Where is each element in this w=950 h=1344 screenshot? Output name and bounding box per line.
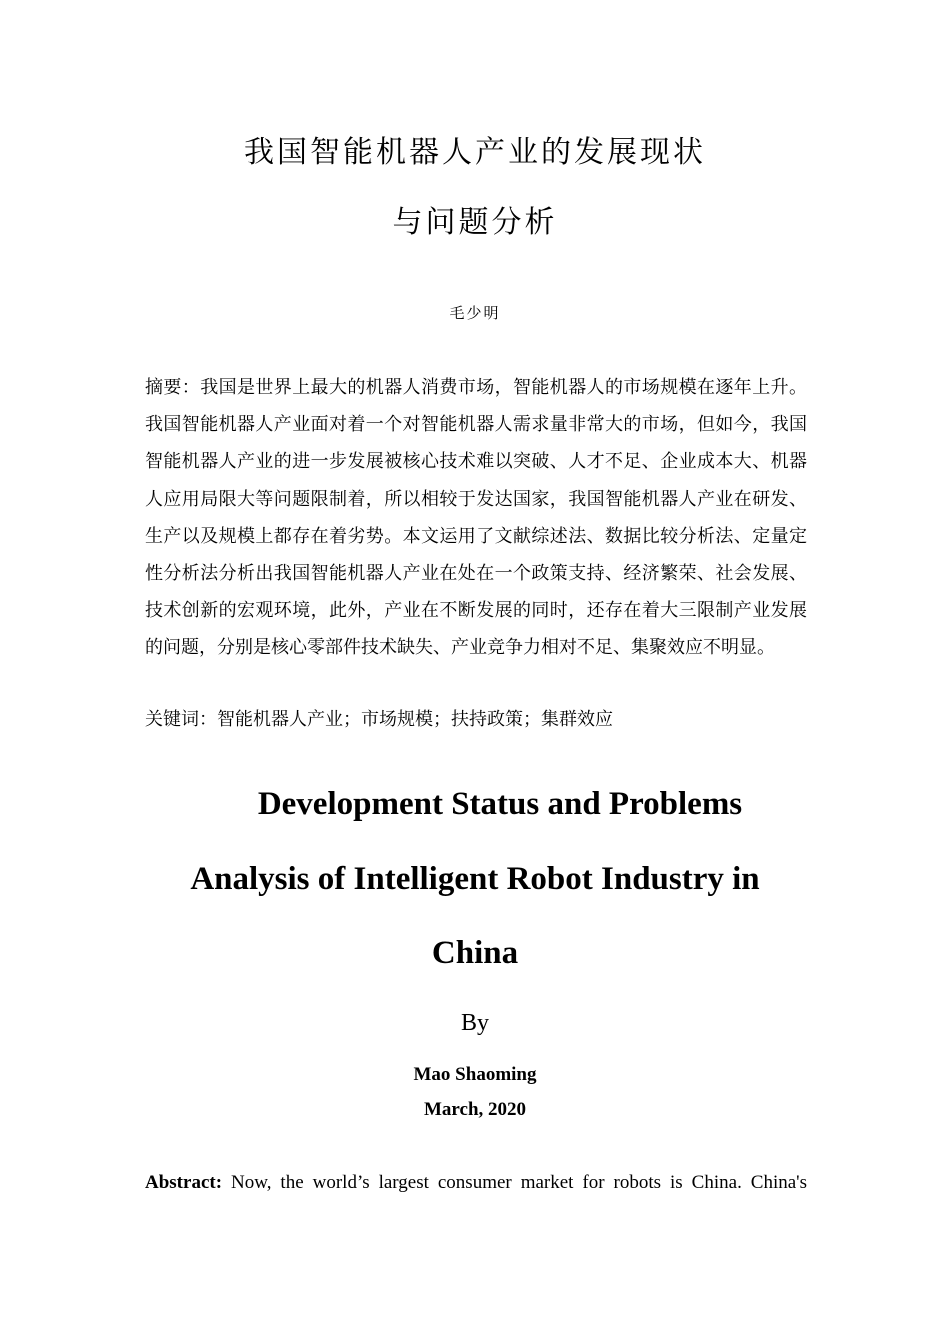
chinese-abstract-label: 摘要： [145,377,201,398]
chinese-keywords-text: 智能机器人产业；市场规模；扶持政策；集群效应 [217,709,613,730]
english-abstract [145,1168,807,1198]
english-title-line-3: China [431,935,519,971]
chinese-keywords-label: 关键词： [145,709,217,730]
english-by: By [460,1010,489,1036]
english-author: Mao Shaoming [413,1064,537,1085]
chinese-abstract [145,369,807,667]
chinese-title-line-1: 我国智能机器人产业的发展现状 [244,135,706,170]
english-abstract-label: Abstract: [145,1172,223,1193]
english-title-line-2: Analysis of Intelligent Robot Industry in [190,861,760,897]
chinese-keywords [145,703,807,737]
chinese-title-line-2: 与问题分析 [392,205,558,240]
english-abstract-text: Now, the world’s largest consumer market for robots is China. China's [222,1172,807,1193]
english-title-line-1: Development Status and Problems [257,786,743,822]
english-date: March, 2020 [423,1099,527,1120]
chinese-author: 毛少明 [449,304,501,322]
chinese-abstract-text: 我国是世界上最大的机器人消费市场，智能机器人的市场规模在逐年上升。我国智能机器人产业面对着一个对智能机器人需求量非常大的市场，但如今，我国智能机器人产业的进一步发展被核心技术难以突破、人才不足、企业成本大、机器人应用局限大等问题限制着，所以相较于发达国家，我国智能机器人产业在研发、生产以及规模上都存在着劣势。本文运用了文献综述法、数据比较分析法、定量定性分析法分析出我国智能机器人产业在处在一个政策支持、经济繁荣、社会发展、技术创新的宏观环境，此外，产业在不断发展的同时，还存在着大三限制产业发展的问题，分别是核心零部件技术缺失、产业竞争力相对不足、集聚效应不明显。 [145,377,807,659]
